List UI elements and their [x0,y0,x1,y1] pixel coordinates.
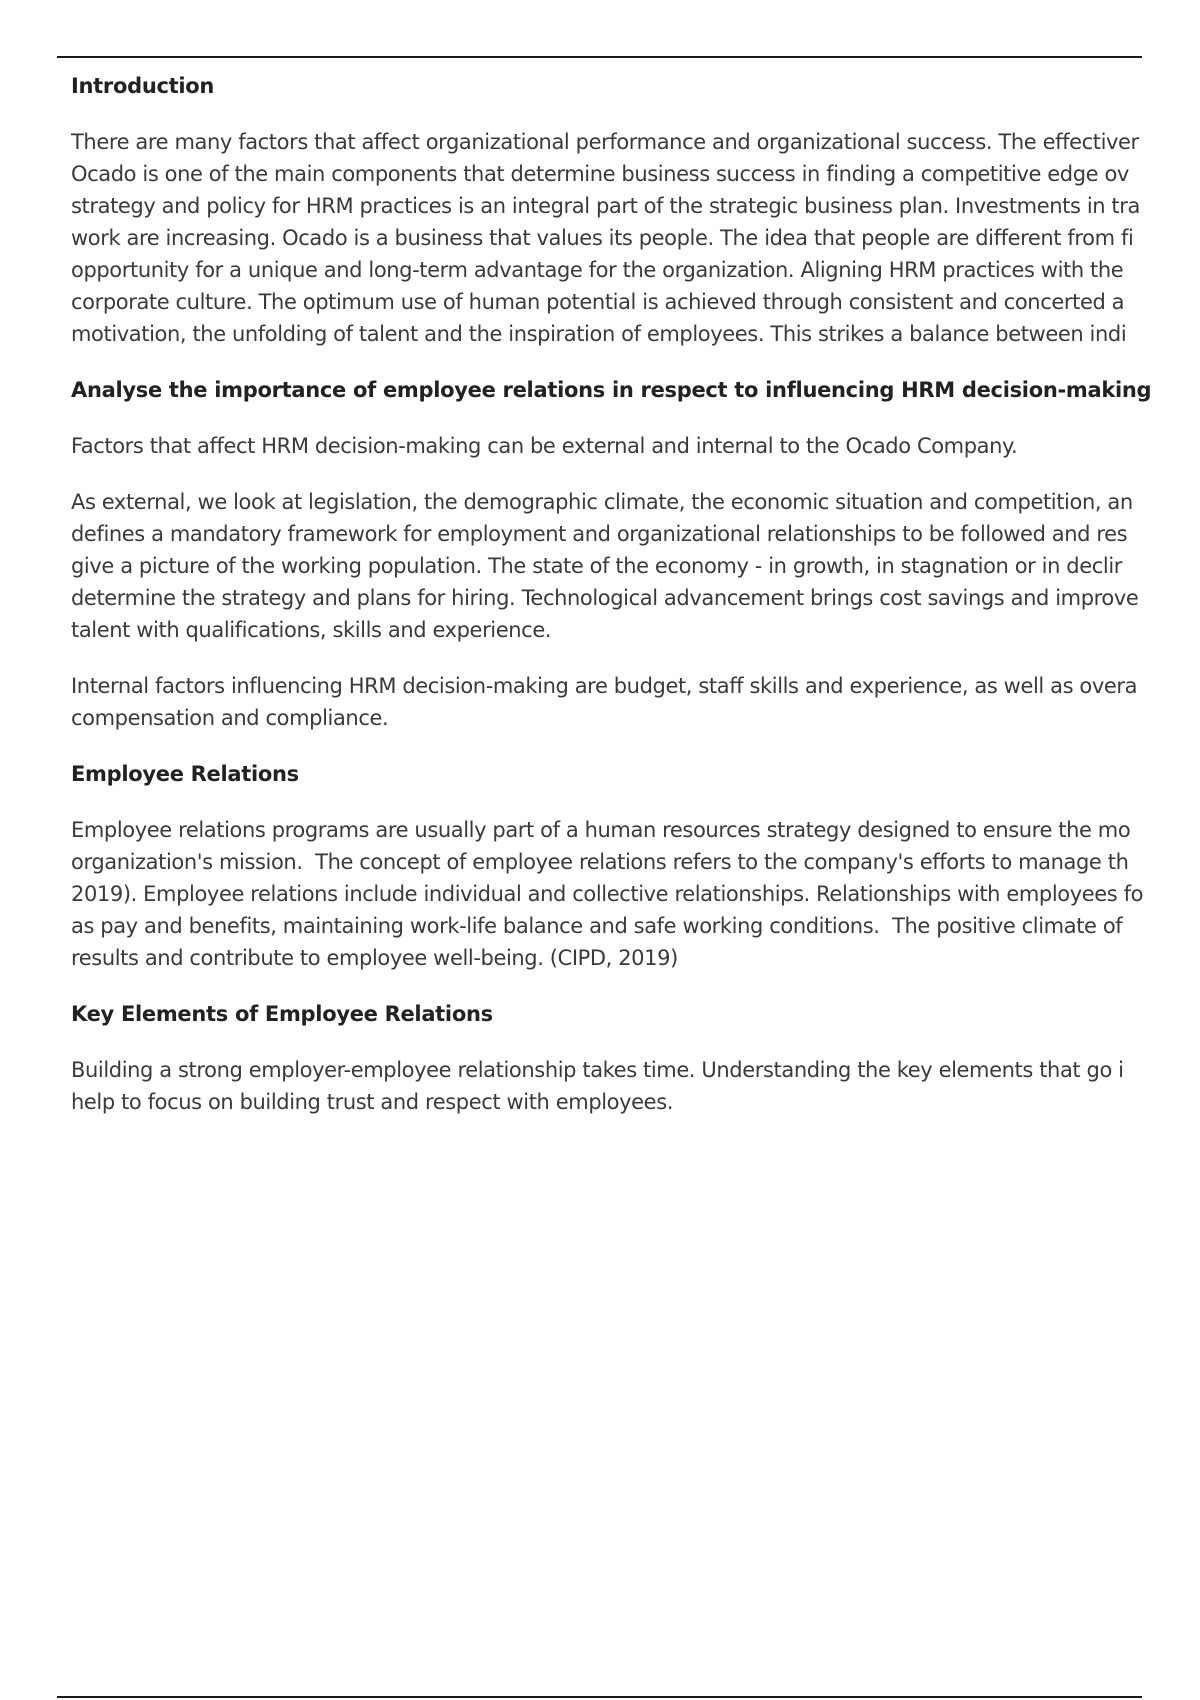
paragraph [71,814,1178,974]
section-analyse-employee-relations [71,374,1178,734]
text-line: determine the strategy and plans for hiring. Technological advancement brings cost savings and improve [71,586,1139,610]
document-body [71,70,1178,1118]
text-line: Factors that affect HRM decision-making can be external and internal to the Ocado Company. [71,434,1018,458]
text-line: 2019). Employee relations include individual and collective relationships. Relationships with employees fo [71,882,1144,906]
section-key-elements [71,998,1178,1118]
heading-key-elements: Key Elements of Employee Relations [71,1002,493,1026]
top-rule [57,56,1142,58]
section-introduction [71,70,1178,350]
text-line: opportunity for a unique and long-term advantage for the organization. Aligning HRM practices with the [71,258,1124,282]
heading-analyse: Analyse the importance of employee relations in respect to influencing HRM decision-making [71,378,1152,402]
heading-introduction: Introduction [71,74,215,98]
text-line: defines a mandatory framework for employment and organizational relationships to be followed and res [71,522,1128,546]
text-line: organization's mission. The concept of employee relations refers to the company's efforts to manage th [71,850,1129,874]
paragraph [71,486,1178,646]
paragraph [71,430,1178,462]
text-line: Building a strong employer-employee relationship takes time. Understanding the key elements that go i [71,1058,1124,1082]
text-line: As external, we look at legislation, the demographic climate, the economic situation and competition, an [71,490,1133,514]
text-line: results and contribute to employee well-being. (CIPD, 2019) [71,946,678,970]
text-line: Ocado is one of the main components that determine business success in finding a competitive edge ov [71,162,1129,186]
text-line: motivation, the unfolding of talent and the inspiration of employees. This strikes a balance between indi [71,322,1127,346]
text-line: Employee relations programs are usually part of a human resources strategy designed to ensure the mo [71,818,1131,842]
text-line: strategy and policy for HRM practices is an integral part of the strategic business plan. Investments in tra [71,194,1140,218]
text-line: compensation and compliance. [71,706,389,730]
text-line: give a picture of the working population. The state of the economy - in growth, in stagnation or in declir [71,554,1123,578]
heading-employee-relations: Employee Relations [71,762,299,786]
text-line: work are increasing. Ocado is a business that values its people. The idea that people are different from fi [71,226,1134,250]
text-line: help to focus on building trust and respect with employees. [71,1090,674,1114]
text-line: There are many factors that affect organizational performance and organizational success. The effectiver [71,130,1139,154]
text-line: corporate culture. The optimum use of human potential is achieved through consistent and concerted a [71,290,1125,314]
text-line: as pay and benefits, maintaining work-life balance and safe working conditions. The positive climate of [71,914,1123,938]
text-line: Internal factors influencing HRM decision-making are budget, staff skills and experience, as well as overa [71,674,1138,698]
paragraph [71,1054,1178,1118]
bottom-rule [57,1696,1142,1698]
paragraph [71,126,1178,350]
section-employee-relations [71,758,1178,974]
text-line: talent with qualifications, skills and experience. [71,618,552,642]
paragraph [71,670,1178,734]
